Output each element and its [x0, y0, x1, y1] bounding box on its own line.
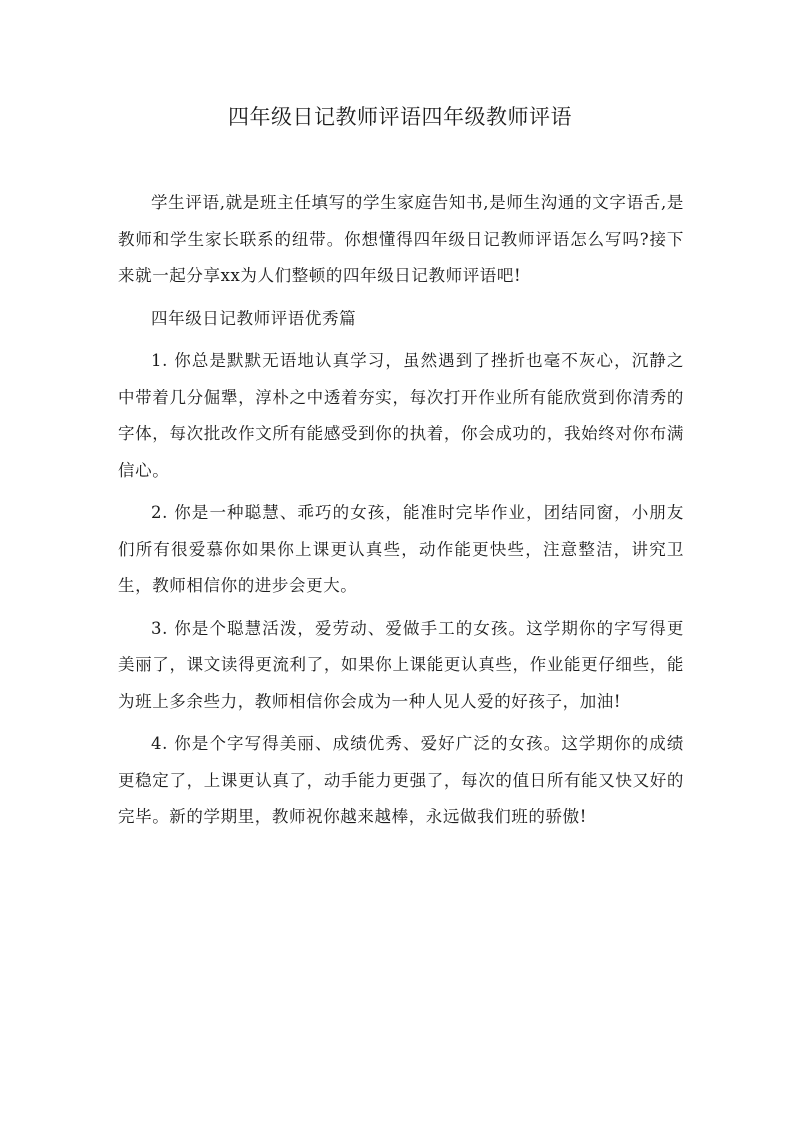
comment-item-2: 2. 你是一种聪慧、乖巧的女孩，能准时完毕作业，团结同窗，小朋友们所有很爱慕你如果你上课更认真些，动作能更快些，注意整洁，讲究卫生，教师相信你的进步会更大。 [118, 503, 684, 595]
comment-item-4: 4. 你是个字写得美丽、成绩优秀、爱好广泛的女孩。这学期你的成绩更稳定了，上课更认真了，动手能力更强了，每次的值日所有能又快又好的完毕。新的学期里，教师祝你越来越棒，永远做我们班的骄傲! [118, 734, 684, 826]
comment-item-3: 3. 你是个聪慧活泼，爱劳动、爱做手工的女孩。这学期你的字写得更美丽了，课文读得更流利了，如果你上课能更认真些，作业能更仔细些，能为班上多余些力，教师相信你会成为一种人见人爱的好孩子，加油! [118, 618, 684, 711]
document-body [118, 185, 684, 842]
comment-item-1: 1. 你总是默默无语地认真学习，虽然遇到了挫折也毫不灰心，沉静之中带着几分倔犟，淳朴之中透着夯实，每次打开作业所有能欣赏到你清秀的字体，每次批改作文所有能感受到你的执着，你会成功的，我始终对你布满信心。 [118, 351, 684, 480]
intro-paragraph: 学生评语,就是班主任填写的学生家庭告知书,是师生沟通的文字语舌,是教师和学生家长联系的纽带。你想懂得四年级日记教师评语怎么写吗?接下来就一起分享xx为人们整顿的四年级日记教师评语吧! [118, 193, 684, 285]
document-title: 四年级日记教师评语四年级教师评语 [228, 105, 572, 129]
section-heading: 四年级日记教师评语优秀篇 [151, 308, 357, 328]
